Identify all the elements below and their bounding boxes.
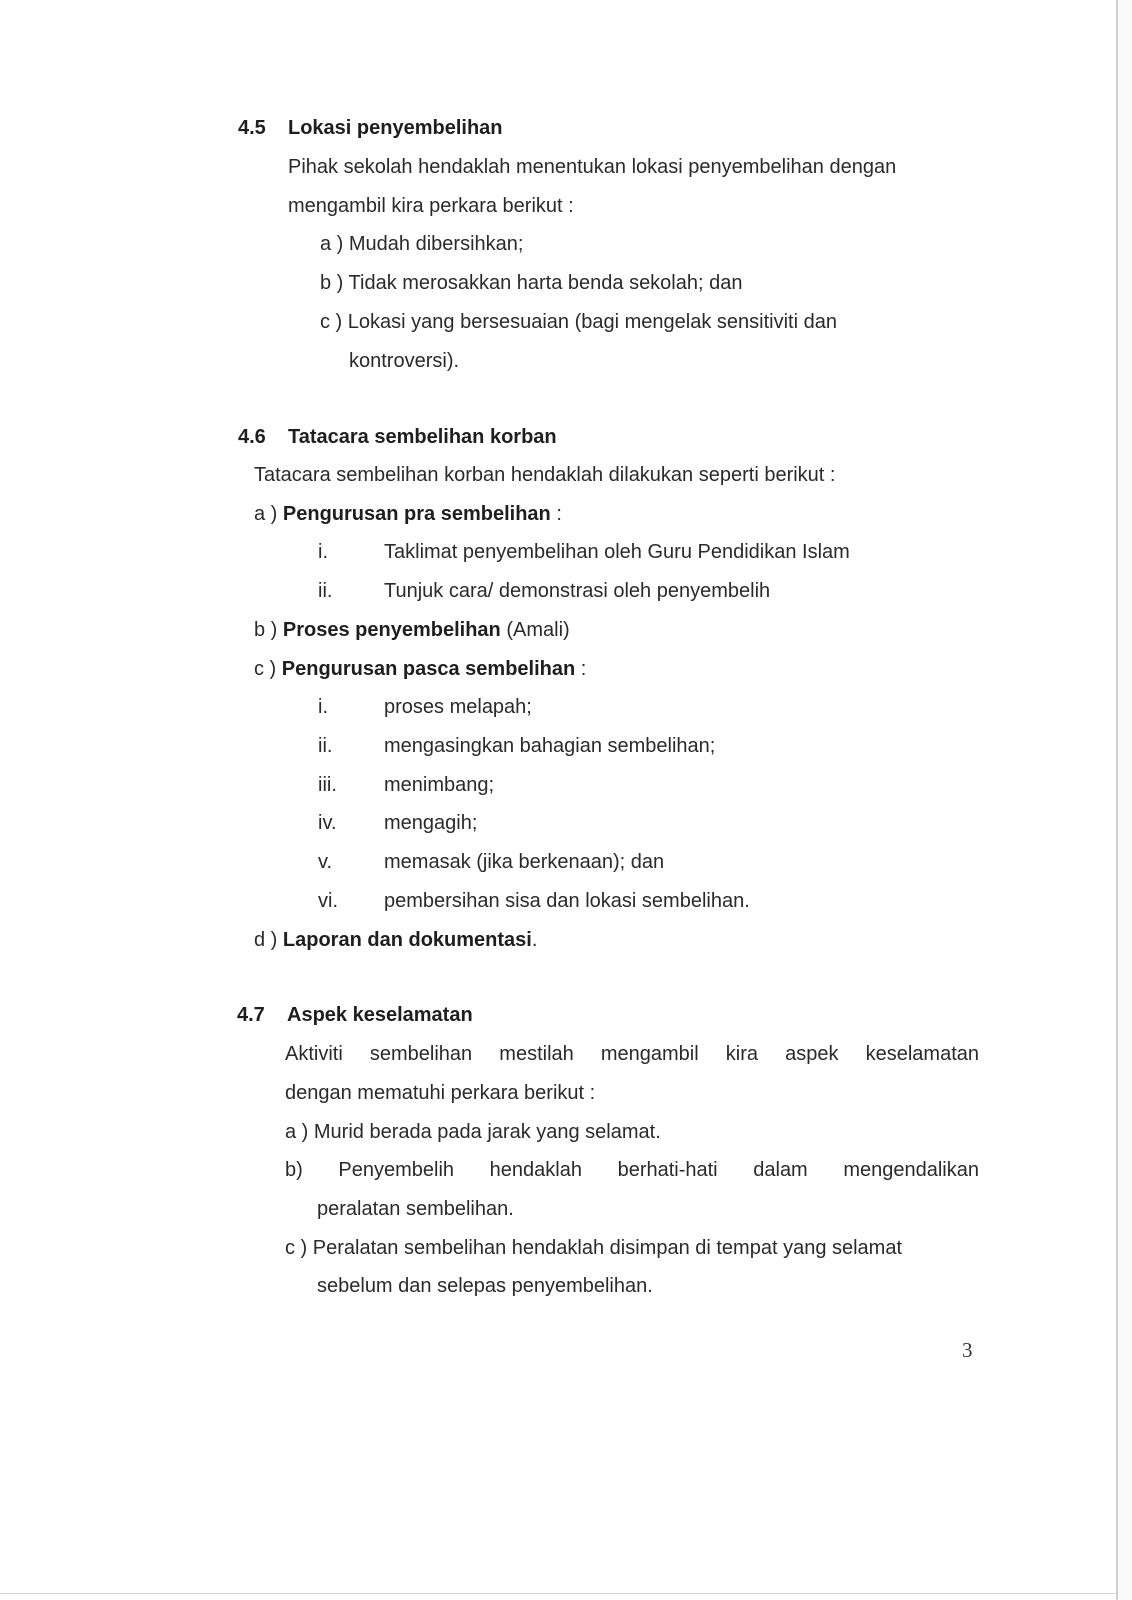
section-number: 4.5	[238, 117, 266, 139]
page-bottom-edge	[0, 1593, 1116, 1594]
item-prefix: b )	[254, 619, 283, 641]
section-4-7-item-b-line-2: peralatan sembelihan.	[317, 1198, 514, 1220]
page-number: 3	[962, 1338, 973, 1362]
section-4-7-item-c-line-2: sebelum dan selepas penyembelihan.	[317, 1275, 653, 1297]
section-4-7-item-c-line-1: c ) Peralatan sembelihan hendaklah disimpan di tempat yang selamat	[285, 1237, 903, 1259]
section-4-6-heading	[238, 425, 557, 449]
section-4-6-item-d	[254, 928, 537, 952]
section-number: 4.7	[237, 1004, 265, 1026]
section-4-6-item-a	[254, 502, 562, 526]
sub-item-text: mengasingkan bahagian sembelihan;	[384, 735, 716, 757]
sub-item-text: mengagih;	[384, 812, 478, 834]
roman-numeral: iii.	[318, 774, 337, 796]
section-4-7-item-b-line-1: b) Penyembelih hendaklah berhati-hati dalam mengendalikan	[285, 1159, 979, 1181]
item-bold-label: Pengurusan pra sembelihan	[282, 503, 551, 525]
section-4-7-heading	[237, 1003, 473, 1027]
item-bold-label: Pengurusan pasca sembelihan	[281, 658, 576, 680]
section-number: 4.6	[238, 426, 266, 448]
section-4-5-item-a: a ) Mudah dibersihkan;	[320, 233, 524, 255]
item-prefix: a )	[254, 503, 283, 525]
item-bold-label: Proses penyembelihan	[282, 619, 501, 641]
section-4-5-item-c-continued: kontroversi).	[349, 350, 460, 372]
roman-numeral: i.	[318, 696, 328, 718]
item-bold-label: Laporan dan dokumentasi	[282, 929, 532, 951]
section-title: Tatacara sembelihan korban	[288, 426, 557, 448]
sub-item-text: proses melapah;	[384, 696, 532, 718]
section-4-6-item-c	[254, 657, 586, 681]
section-title: Lokasi penyembelihan	[288, 117, 503, 139]
section-4-7-item-a: a ) Murid berada pada jarak yang selamat.	[285, 1121, 661, 1143]
section-4-5-item-c: c ) Lokasi yang bersesuaian (bagi mengelak sensitiviti dan	[320, 311, 837, 333]
item-prefix: c )	[254, 658, 282, 680]
page-margin	[1118, 0, 1132, 1600]
sub-item-text: Tunjuk cara/ demonstrasi oleh penyembelih	[384, 580, 771, 602]
roman-numeral: v.	[318, 851, 333, 873]
item-suffix: (Amali)	[500, 619, 570, 641]
page-edge-line	[1116, 0, 1118, 1600]
section-4-6-intro: Tatacara sembelihan korban hendaklah dilakukan seperti berikut :	[254, 464, 836, 486]
roman-numeral: ii.	[318, 735, 333, 757]
sub-item-text: pembersihan sisa dan lokasi sembelihan.	[384, 890, 750, 912]
section-4-5-intro-line-2: mengambil kira perkara berikut :	[288, 195, 574, 217]
sub-item-text: menimbang;	[384, 774, 495, 796]
roman-numeral: i.	[318, 541, 328, 563]
sub-item-text: Taklimat penyembelihan oleh Guru Pendidikan Islam	[384, 541, 850, 563]
section-4-7-intro-line-2: dengan mematuhi perkara berikut :	[285, 1082, 596, 1104]
section-4-5-intro-line-1: Pihak sekolah hendaklah menentukan lokasi penyembelihan dengan	[288, 156, 897, 178]
section-4-6-item-b	[254, 618, 570, 642]
item-suffix: :	[575, 658, 587, 680]
roman-numeral: vi.	[318, 890, 338, 912]
item-suffix: .	[531, 929, 538, 951]
section-4-5-heading	[238, 116, 503, 140]
section-4-5-item-b: b ) Tidak merosakkan harta benda sekolah; dan	[320, 272, 743, 294]
section-title: Aspek keselamatan	[287, 1004, 473, 1026]
roman-numeral: ii.	[318, 580, 333, 602]
section-4-7-intro-line-1: Aktiviti sembelihan mestilah mengambil kira aspek keselamatan	[285, 1043, 979, 1065]
item-suffix: :	[550, 503, 562, 525]
sub-item-text: memasak (jika berkenaan); dan	[384, 851, 665, 873]
item-prefix: d )	[254, 929, 283, 951]
roman-numeral: iv.	[318, 812, 337, 834]
